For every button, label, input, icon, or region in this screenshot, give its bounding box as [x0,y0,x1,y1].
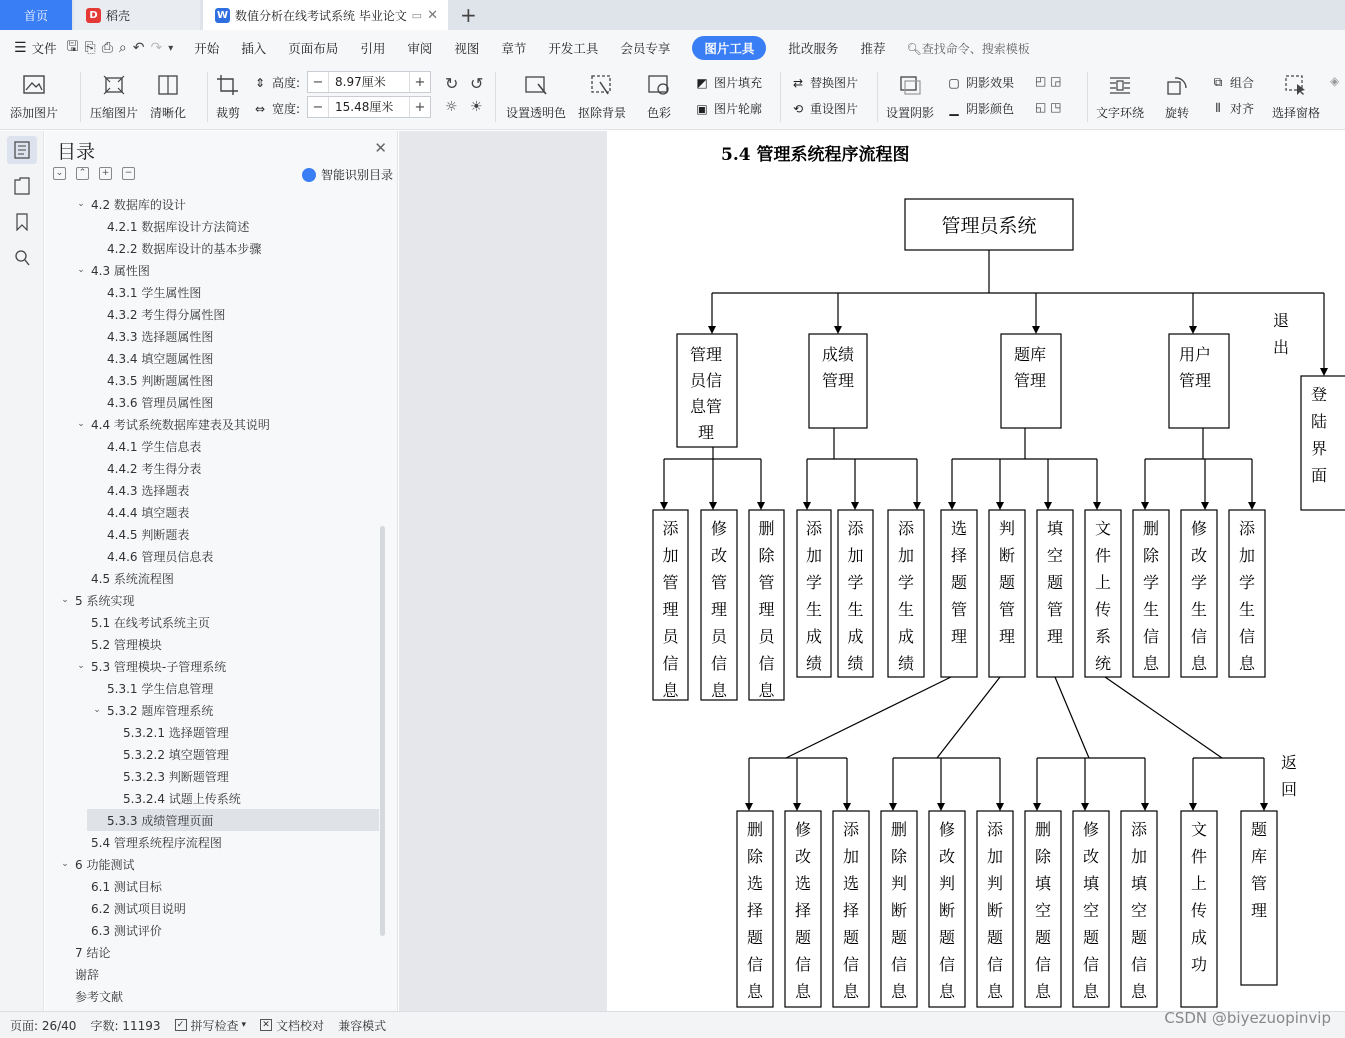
replace-icon: ⇄ [792,75,804,90]
watermark: CSDN @biyezuopinvip [1164,1009,1331,1027]
compress-picture-button[interactable]: 压缩图片 [90,72,138,121]
tab-bar [0,0,1345,30]
set-shadow-button[interactable]: 设置阴影 [886,72,934,121]
smart-toc-button[interactable]: 智能识别目录 [302,166,393,183]
toc-item[interactable] [45,765,380,787]
add-picture-button[interactable]: 添加图片 [10,72,58,121]
word-count[interactable]: 字数: 11193 [90,1018,161,1033]
check-icon: ✓ [175,1019,187,1031]
menu-layout[interactable]: 页面布局 [288,41,339,56]
shadow-color-button[interactable]: ▁ 阴影颜色 [946,100,1014,117]
box-label: 修改学生信息 [1190,519,1208,673]
chevron-down-icon[interactable]: ⌄ [77,265,85,275]
menu-start[interactable]: 开始 [194,41,220,56]
reset-icon: ⟲ [792,101,804,116]
arrow-head [709,502,717,510]
screen-icon[interactable]: ▭ [411,9,422,22]
close-icon[interactable]: ✕ [374,139,387,157]
menu-view[interactable]: 视图 [454,41,480,56]
toc-item-label: 4.4.6 管理员信息表 [107,549,214,564]
chevron-down-icon[interactable]: ⌄ [61,595,69,605]
divider [80,72,81,122]
toc-item-label: 5.3.2 题库管理系统 [107,703,214,718]
toc-item[interactable] [45,743,380,765]
toc-item-label: 5.3.1 学生信息管理 [107,681,214,696]
width-icon: ⇔ [254,101,266,116]
collapse-up-icon[interactable]: ⌃ [76,167,89,180]
box-label: 退出 [1272,311,1290,357]
rotate-left-icon[interactable]: ↻ [445,74,459,93]
level1-box-label: 管理 [1013,371,1047,390]
toc-item-label: 5.1 在线考试系统主页 [91,615,210,630]
box-label: 登陆界面 [1310,385,1328,485]
box-label: 修改选择题信息 [794,820,812,1001]
undo-icon[interactable]: ↶ [132,40,145,56]
flowchart[interactable] [607,131,1345,1011]
menu-recommend[interactable]: 推荐 [860,41,886,56]
toc-item-label: 4.3.3 选择题属性图 [107,329,214,344]
toc-item[interactable] [45,633,380,655]
toc-list [45,193,380,1005]
save-icon[interactable]: 🖫 [66,39,79,55]
toc-item[interactable] [45,435,380,457]
menu-bar [0,30,1345,66]
box-label: 添加学生成绩 [847,519,864,673]
quick-access [67,36,174,60]
docer-icon: D [86,8,101,23]
box-label: 添加管理员信息 [662,519,679,700]
toc-item-label: 4.4.4 填空题表 [107,505,190,520]
arrow-head [937,803,945,811]
box-label: 文件上传系统 [1094,519,1112,673]
shadow-effect-button[interactable]: ▢ 阴影效果 [946,74,1014,91]
arrow-head [757,502,765,510]
search-icon[interactable] [7,244,37,272]
toc-item[interactable] [45,237,380,259]
connector-line [786,677,951,758]
toc-item[interactable] [45,545,380,567]
toc-item-label: 6.1 测试目标 [91,879,162,894]
arrow-head [1093,502,1101,510]
toc-item-label: 5.3.3 成绩管理页面 [107,813,214,828]
crop-button[interactable]: 裁剪 [215,72,241,121]
level1-box-label: 管理 [689,345,723,364]
box-label: 判断题管理 [998,519,1016,646]
arrow-head [851,502,859,510]
redo-icon[interactable]: ↷ [150,40,163,56]
arrow-head [834,326,842,334]
toc-item-label: 4.4.3 选择题表 [107,483,190,498]
minus-icon[interactable]: − [122,167,135,180]
menu-review[interactable]: 审阅 [407,41,433,56]
bookmark-icon[interactable] [7,208,37,236]
toc-item[interactable] [45,721,380,743]
transparent-icon [523,72,549,98]
plus-icon[interactable]: + [414,74,426,90]
toc-item[interactable] [45,501,380,523]
more-icon[interactable]: ▾ [168,42,174,54]
arrow-head [1141,803,1149,811]
menu-vip[interactable]: 会员专享 [620,41,671,56]
connector-line [937,677,1000,758]
divider [207,72,208,122]
box-label: 返回 [1280,753,1298,799]
toc-item[interactable] [45,369,380,391]
box-label: 删除管理员信息 [758,519,775,700]
remove-background-button[interactable]: 抠除背景 [578,72,626,121]
toc-item-label: 4.3.6 管理员属性图 [107,395,214,410]
toc-item[interactable] [45,897,380,919]
arrow-head [1032,326,1040,334]
arrow-head [913,502,921,510]
spell-check-button[interactable]: ✓ 拼写检查 ▾ [175,1017,247,1034]
picture-icon [21,72,47,98]
shadow-down-icon[interactable]: ◱ ◳ [1035,100,1062,114]
arrow-head [1320,368,1328,376]
divider [495,72,496,122]
toc-item-label: 6 功能测试 [75,857,135,872]
toc-item-label: 4.4 考试系统数据库建表及其说明 [91,417,270,432]
connector-line [1105,677,1222,758]
shadow-up-icon[interactable]: ◰ ◲ [1035,74,1062,88]
toc-scrollbar[interactable] [380,526,385,936]
toc-item-label: 5.4 管理系统程序流程图 [91,835,222,850]
arrow-head [793,803,801,811]
level1-box-label: 理 [697,423,715,442]
reset-picture-button[interactable]: ⟲ 重设图片 [790,100,858,117]
page-indicator[interactable]: 页面: 26/40 [10,1018,77,1033]
align-icon: ⫴ [1215,101,1221,115]
plus-icon[interactable]: + [99,167,112,180]
toc-item-label: 4.3 属性图 [91,263,150,278]
export-icon[interactable]: ⎘ [84,40,96,56]
toc-item[interactable] [45,457,380,479]
toc-item[interactable] [45,303,380,325]
rotate-icon [1164,72,1190,98]
toc-item-label: 4.5 系统流程图 [91,571,174,586]
brightness-icon[interactable]: ☼ [445,99,458,115]
toc-item-label: 5.3.2.2 填空题管理 [123,747,229,762]
toc-item[interactable] [45,963,380,985]
divider [1087,72,1088,122]
new-tab-icon[interactable]: + [460,3,477,27]
preview-icon[interactable]: ⌕ [118,40,127,56]
box-label: 修改管理员信息 [710,519,728,700]
document-page [607,131,1345,1011]
minus-icon[interactable]: − [312,99,324,115]
level1-box-label: 成绩 [821,345,855,364]
toc-item-label: 5.3 管理模块-子管理系统 [91,659,227,674]
toc-item[interactable] [87,809,379,831]
chevron-down-icon: ▾ [241,1020,247,1030]
toc-item[interactable] [45,655,380,677]
box-label: 文件上传成功 [1190,820,1208,974]
toc-item-label: 5.3.2.4 试题上传系统 [123,791,241,806]
toc-item-label: 4.3.2 考生得分属性图 [107,307,226,322]
arrow-head [996,502,1004,510]
toc-item-label: 4.3.4 填空题属性图 [107,351,214,366]
box-label: 删除判断题信息 [890,820,908,1001]
color-icon [646,72,672,98]
toc-item-label: 7 结论 [75,945,111,960]
height-icon: ⇕ [254,75,266,90]
level1-box-label: 题库 [1013,345,1047,364]
toc-item-label: 4.4.2 考生得分表 [107,461,202,476]
expand-down-icon[interactable]: ⌄ [53,167,66,180]
toc-tools [53,167,135,180]
box-label: 修改判断题信息 [938,820,956,1001]
box-label: 删除填空题信息 [1034,820,1052,1001]
box-label: 添加学生成绩 [897,519,915,673]
toc-item[interactable] [45,281,380,303]
shadow-effect-icon: ▢ [948,75,960,90]
crop-icon [215,72,241,98]
arrow-head [1189,326,1197,334]
chevron-down-icon[interactable]: ⌄ [61,859,69,869]
height-input[interactable]: − 8.97厘米 + [307,71,431,93]
toc-item-label: 5.3.2.1 选择题管理 [123,725,229,740]
toc-item-label: 6.3 测试评价 [91,923,162,938]
arrow-head [1189,803,1197,811]
rotate-right-icon[interactable]: ↺ [470,74,484,93]
contrast-icon[interactable]: ☀ [470,99,483,115]
page-heading: 5.4 管理系统程序流程图 [721,145,910,165]
width-input[interactable]: − 15.48厘米 + [307,96,431,118]
box-label: 添加学生信息 [1238,519,1256,673]
toc-item[interactable] [45,589,380,611]
level1-box-label: 用户 [1178,345,1212,364]
arrow-head [1248,502,1256,510]
toc-item[interactable] [45,941,380,963]
arrow-head [1260,803,1268,811]
rotate-button[interactable]: 旋转 [1164,72,1190,121]
align-button[interactable]: ⫴ 对齐 [1210,100,1254,117]
menu-insert[interactable]: 插入 [241,41,267,56]
connector-line [1055,677,1089,758]
arrow-head [708,326,716,334]
tab-docer[interactable]: D 稻壳 [74,0,200,30]
menu-reference[interactable]: 引用 [360,41,386,56]
toc-title: 目录 [57,141,96,163]
sharpen-button[interactable]: 清晰化 [150,72,186,121]
proof-icon: ✕ [260,1019,272,1031]
toc-item[interactable] [45,699,380,721]
toc-item[interactable] [45,259,380,281]
arrow-head [660,502,668,510]
toc-item[interactable] [45,479,380,501]
arrow-head [803,502,811,510]
arrow-head [996,803,1004,811]
toc-item[interactable] [45,391,380,413]
toc-item[interactable] [45,677,380,699]
toc-item-label: 4.3.5 判断题属性图 [107,373,214,388]
print-icon[interactable]: ⎙ [101,40,113,56]
plus-icon[interactable]: + [414,99,426,115]
level1-box-label: 员信 [689,371,723,390]
toc-item-label: 4.2.2 数据库设计的基本步骤 [107,241,262,256]
compress-icon [101,72,127,98]
arrow-head [1081,803,1089,811]
fill-icon: ◩ [696,75,708,90]
arrow-head [843,803,851,811]
toc-item[interactable] [45,567,380,589]
shadow-color-icon: ▁ [949,101,959,116]
wrap-icon [1107,72,1133,98]
set-transparent-button[interactable]: 设置透明色 [506,72,566,121]
word-doc-icon: W [216,9,229,21]
toc-item[interactable] [45,831,380,853]
menu-section[interactable]: 章节 [501,41,527,56]
level1-box-label: 息管 [689,397,723,416]
box-label: 添加选择题信息 [842,820,860,1001]
arrow-head [1033,803,1041,811]
divider [877,72,878,122]
toc-item[interactable] [45,853,380,875]
toc-item-label: 4.3.1 学生属性图 [107,285,202,300]
box-label: 题库管理 [1250,820,1268,920]
toc-item-label: 4.4.5 判断题表 [107,527,190,542]
chevron-down-icon[interactable]: ⌄ [93,705,101,715]
toc-item[interactable] [45,347,380,369]
chevron-down-icon[interactable]: ⌄ [77,199,85,209]
arrow-head [745,803,753,811]
arrow-head [1141,502,1149,510]
toc-icon[interactable] [7,136,37,164]
toc-item[interactable] [45,611,380,633]
picture-fill-button[interactable]: ◩ 图片填充 [694,74,762,91]
toc-item-label: 4.4.1 学生信息表 [107,439,202,454]
box-label: 添加学生成绩 [805,519,823,673]
tab-home[interactable]: 首页 [0,0,72,30]
level1-box-label: 管理 [1178,371,1212,390]
box-label: 删除学生信息 [1142,519,1160,673]
toc-item[interactable] [45,193,380,215]
toc-item[interactable] [45,215,380,237]
level1-box-label: 管理 [821,371,855,390]
outline-icon: ▣ [696,101,708,116]
toc-item[interactable] [45,919,380,941]
tab-document[interactable]: W 数值分析在线考试系统 毕业论文 ▭ ✕ [203,0,448,30]
sharpen-icon [155,72,181,98]
box-label: 选择题管理 [950,519,968,646]
toc-item[interactable] [45,325,380,347]
group-icon: ⧉ [1213,75,1223,89]
command-search[interactable]: 🔍︎查找命令、搜索模板 [906,41,1030,56]
close-icon[interactable]: ✕ [427,8,438,23]
height-label: ⇕ 高度: [252,74,300,91]
text-wrap-button[interactable]: 文字环绕 [1096,72,1144,121]
search-icon: 🔍︎ [906,41,922,56]
picture-outline-button[interactable]: ▣ 图片轮廓 [694,100,762,117]
menu-developer[interactable]: 开发工具 [548,41,599,56]
arrow-head [1201,502,1209,510]
replace-picture-button[interactable]: ⇄ 替换图片 [790,74,858,91]
toc-item-label: 5.2 管理模块 [91,637,162,652]
toc-item-label: 5 系统实现 [75,593,135,608]
file-menu[interactable]: ☰ 文件 [14,40,57,56]
layers-icon[interactable]: ◈ [1330,74,1340,88]
proofread-button[interactable]: ✕ 文档校对 [260,1017,324,1034]
box-label: 删除选择题信息 [746,820,764,1001]
chevron-down-icon[interactable]: ⌄ [77,661,85,671]
toc-item-label: 谢辞 [75,967,100,982]
arrow-head [889,803,897,811]
box-label: 修改填空题信息 [1082,820,1100,1001]
box-label: 添加填空题信息 [1130,820,1148,1001]
chapter-icon[interactable] [7,172,37,200]
arrow-head [1044,502,1052,510]
smart-icon [302,168,316,182]
minus-icon[interactable]: − [312,74,324,90]
group-button[interactable]: ⧉ 组合 [1210,74,1254,91]
menu-correction[interactable]: 批改服务 [788,41,839,56]
divider [780,72,781,122]
menu-picture-tools[interactable]: 图片工具 [692,36,766,60]
toc-item[interactable] [45,985,380,1005]
toc-item-label: 参考文献 [75,989,124,1004]
box-label: 填空题管理 [1046,519,1064,646]
toc-item-label: 5.3.2.3 判断题管理 [123,769,229,784]
toc-item[interactable] [45,523,380,545]
toc-item-label: 4.2.1 数据库设计方法简述 [107,219,250,234]
toc-panel [45,131,398,1011]
remove-bg-icon [589,72,615,98]
compat-mode: 兼容模式 [338,1018,387,1033]
navigation-rail [0,131,44,1011]
chevron-down-icon[interactable]: ⌄ [77,419,85,429]
ribbon [0,66,1345,130]
toc-item[interactable] [45,787,380,809]
toc-item[interactable] [45,413,380,435]
shadow-icon [897,72,923,98]
width-label: ⇔ 宽度: [252,100,300,117]
color-button[interactable]: 色彩 [646,72,672,121]
root-box-label: 管理员系统 [941,215,1037,237]
arrow-head [948,502,956,510]
hamburger-icon: ☰ [14,40,27,56]
selection-icon [1283,72,1309,98]
toc-item-label: 4.2 数据库的设计 [91,197,186,212]
toc-item-label: 6.2 测试项目说明 [91,901,186,916]
box-label: 添加判断题信息 [986,820,1004,1001]
status-bar [0,1011,1345,1038]
toc-item[interactable] [45,875,380,897]
selection-pane-button[interactable]: 选择窗格 [1272,72,1320,121]
